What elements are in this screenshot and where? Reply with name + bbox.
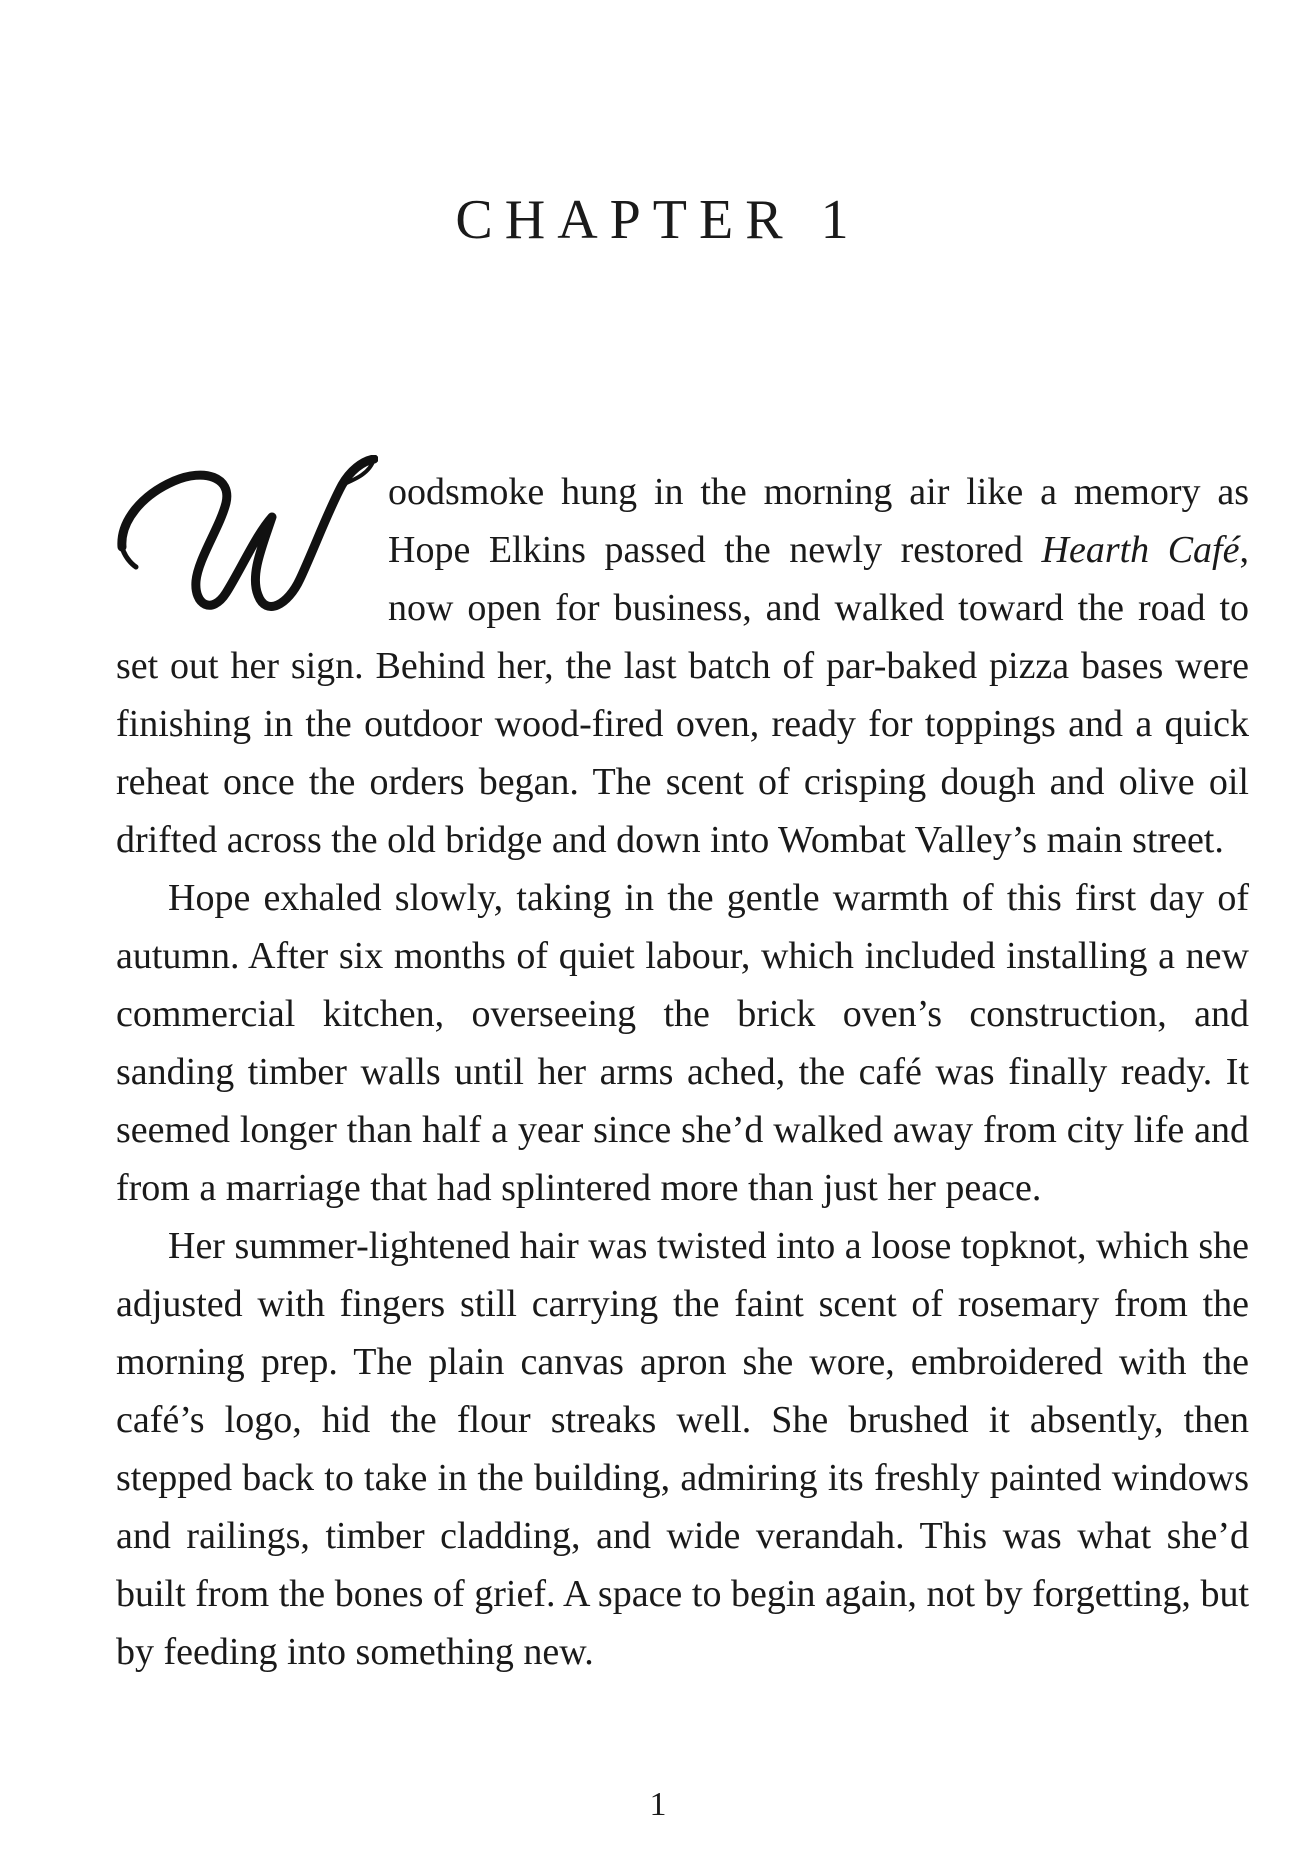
cafe-name-italic: Hearth Café xyxy=(1041,529,1240,571)
chapter-body xyxy=(116,463,1249,1681)
page-number: 1 xyxy=(649,1786,667,1823)
chapter-title: CHAPTER 1 xyxy=(455,189,861,251)
paragraph-1-text-end: , now open for business, and walked toward the road to set out her sign. Behind her, the last batch of par-baked pizza bases were finishing in the outdoor wood-fired oven, ready for toppings and a quick reheat once the orders began. The scent of crisping dough and olive oil drifted across the old bridge and down into Wombat Valley’s main street. xyxy=(116,529,1249,861)
paragraph-2: Hope exhaled slowly, taking in the gentle warmth of this first day of autumn. After six months of quiet labour, which included installing a new commercial kitchen, overseeing the brick oven’s construction, and sanding timber walls until her arms ached, the café was finally ready. It seemed longer than half a year since she’d walked away from city life and from a marriage that had splintered more than just her peace. xyxy=(116,877,1249,1209)
drop-cap-initial xyxy=(116,455,378,627)
drop-cap-script-w xyxy=(116,455,378,627)
paragraph-3: Her summer-lightened hair was twisted into a loose topknot, which she adjusted with fingers still carrying the faint scent of rosemary from the morning prep. The plain canvas apron she wore, embroidered with the café’s logo, hid the flour streaks well. She brushed it absently, then stepped back to take in the building, admiring its freshly painted windows and railings, timber cladding, and wide verandah. This was what she’d built from the bones of grief. A space to begin again, not by forgetting, but by feeding into something new. xyxy=(116,1225,1249,1673)
paragraph-1 xyxy=(116,463,1249,869)
paragraph-1-text-start: oodsmoke hung in the morning air like a memory as Hope Elkins passed the newly restored xyxy=(388,471,1249,571)
